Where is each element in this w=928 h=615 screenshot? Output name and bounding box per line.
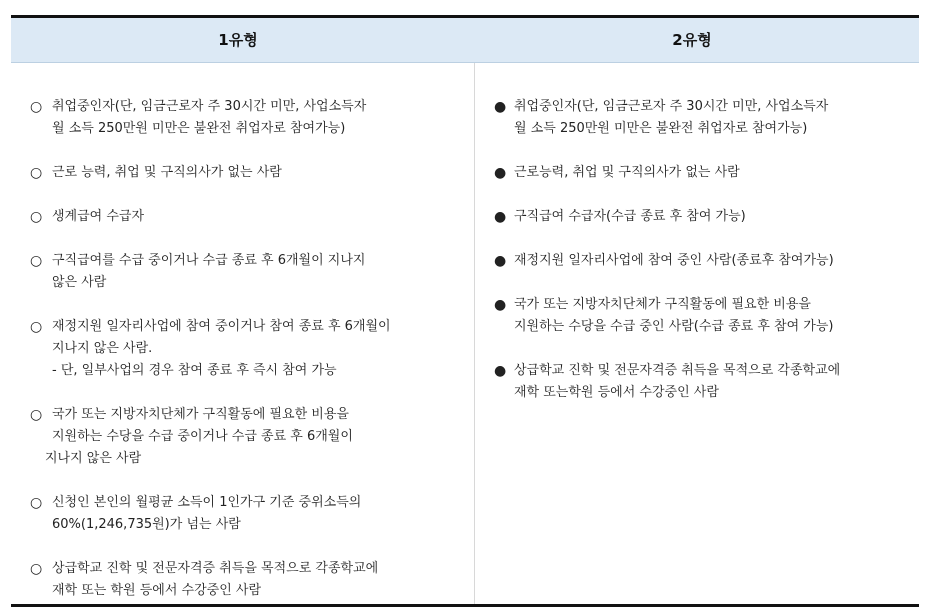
type2-item-text-line: 재학 또는학원 등에서 수강중인 사람 xyxy=(514,385,719,400)
type2-item-text-line: 월 소득 250만원 미만은 불완전 취업자로 참여가능) xyxy=(514,121,808,136)
header-type1: 1유형 xyxy=(218,31,258,49)
type2-item-text-line: 취업중인자(단, 임금근로자 주 30시간 미만, 사업소득자 xyxy=(514,99,829,114)
type1-item-text-line: 않은 사람 xyxy=(52,275,107,290)
type2-list-item xyxy=(494,96,828,140)
hollow-circle-bullet-icon: ○ xyxy=(30,165,43,181)
type1-item-text-line: 60%(1,246,735원)가 넘는 사람 xyxy=(52,517,241,532)
type1-item-text-line: 취업중인자(단, 임금근로자 주 30시간 미만, 사업소득자 xyxy=(52,99,367,114)
hollow-circle-bullet-icon: ○ xyxy=(30,495,43,511)
filled-circle-bullet-icon: ● xyxy=(494,363,507,379)
type2-item-text-line: 지원하는 수당을 수급 중인 사람(수급 종료 후 참여 가능) xyxy=(514,319,834,334)
type1-item-text-line: 재학 또는 학원 등에서 수강중인 사람 xyxy=(52,583,262,598)
filled-circle-bullet-icon: ● xyxy=(494,297,507,313)
type2-item-text-line: 재정지원 일자리사업에 참여 중인 사람(종료후 참여가능) xyxy=(514,253,834,268)
filled-circle-bullet-icon: ● xyxy=(494,209,507,225)
hollow-circle-bullet-icon: ○ xyxy=(30,99,43,115)
type1-list-item xyxy=(30,316,391,382)
type1-list-item xyxy=(30,250,365,294)
header-type2: 2유형 xyxy=(672,31,712,49)
type1-item-text-line: 구직급여를 수급 중이거나 수급 종료 후 6개월이 지나지 xyxy=(52,253,366,268)
type1-item-text-line: 지나지 않은 사람 xyxy=(45,451,142,466)
type1-item-text-line: 국가 또는 지방자치단체가 구직활동에 필요한 비용을 xyxy=(52,407,349,422)
type1-item-text-line: 월 소득 250만원 미만은 불완전 취업자로 참여가능) xyxy=(52,121,346,136)
hollow-circle-bullet-icon: ○ xyxy=(30,253,43,269)
type1-item-text-line: 지원하는 수당을 수급 중이거나 수급 종료 후 6개월이 xyxy=(52,429,353,444)
type2-item-text-line: 국가 또는 지방자치단체가 구직활동에 필요한 비용을 xyxy=(514,297,811,312)
type1-list-item xyxy=(30,404,353,470)
type1-list-item xyxy=(30,206,144,228)
type1-item-text-line: 상급학교 진학 및 전문자격증 취득을 목적으로 각종학교에 xyxy=(52,561,379,576)
type1-list-item xyxy=(30,558,378,602)
type2-list-item xyxy=(494,294,833,338)
type2-list-item xyxy=(494,360,840,404)
type2-item-text-line: 상급학교 진학 및 전문자격증 취득을 목적으로 각종학교에 xyxy=(514,363,841,378)
type1-list-item xyxy=(30,96,366,140)
hollow-circle-bullet-icon: ○ xyxy=(30,561,43,577)
column-divider xyxy=(474,63,475,604)
filled-circle-bullet-icon: ● xyxy=(494,253,507,269)
type1-list-item xyxy=(30,492,361,536)
type1-item-text-line: 근로 능력, 취업 및 구직의사가 없는 사람 xyxy=(52,165,282,180)
type2-list-item xyxy=(494,206,746,228)
type1-item-text-line: 신청인 본인의 월평균 소득이 1인가구 기준 중위소득의 xyxy=(52,495,362,510)
comparison-table xyxy=(11,15,919,607)
type1-item-text-line: - 단, 일부사업의 경우 참여 종료 후 즉시 참여 가능 xyxy=(52,363,337,378)
type2-list-item xyxy=(494,250,834,272)
type2-item-text-line: 구직급여 수급자(수급 종료 후 참여 가능) xyxy=(514,209,746,224)
hollow-circle-bullet-icon: ○ xyxy=(30,407,43,423)
type2-item-text-line: 근로능력, 취업 및 구직의사가 없는 사람 xyxy=(514,165,740,180)
table-header xyxy=(11,18,919,63)
filled-circle-bullet-icon: ● xyxy=(494,165,507,181)
type1-item-text-line: 재정지원 일자리사업에 참여 중이거나 참여 종료 후 6개월이 xyxy=(52,319,391,334)
type1-item-text-line: 지나지 않은 사람. xyxy=(52,341,153,356)
filled-circle-bullet-icon: ● xyxy=(494,99,507,115)
type1-list-item xyxy=(30,162,282,184)
hollow-circle-bullet-icon: ○ xyxy=(30,319,43,335)
hollow-circle-bullet-icon: ○ xyxy=(30,209,43,225)
bottom-rule xyxy=(11,604,919,607)
type1-item-text-line: 생계급여 수급자 xyxy=(52,209,145,224)
type2-list-item xyxy=(494,162,740,184)
